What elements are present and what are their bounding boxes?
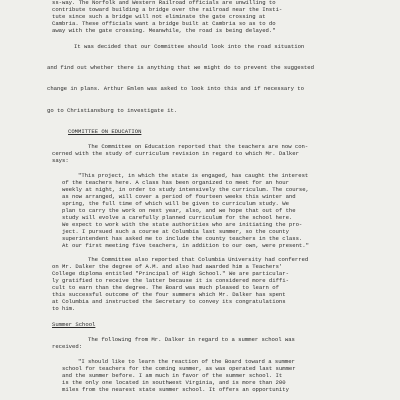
text-line: of the teachers here. A class has been organized to meet for an hour	[62, 179, 289, 186]
text-line: study will evolve a carefully planned curriculum for the school here.	[62, 214, 293, 221]
text-line: go to Christiansburg to investigate it.	[47, 107, 178, 114]
text-line: miles from the nearest state summer school. It offers an opportunity	[62, 386, 289, 393]
text-line: ly gratified to receive the latter because it is considered more diffi-	[52, 277, 289, 284]
text-line: ss-way. The Norfolk and Western Railroad officials are unwilling to	[52, 0, 276, 6]
text-line: ject. I pursued such a course at Columbia last summer, so the county	[62, 228, 289, 235]
text-line: to him.	[52, 305, 76, 312]
text-line: At our first meeting five teachers, in addition to our own, were present."	[62, 242, 309, 249]
text-line: "This project, in which the state is engaged, has caught the interest	[78, 172, 309, 179]
text-line: The following from Mr. Dalker in regard to a summer school was	[88, 336, 295, 343]
text-line: school for teachers for the coming summer, as was operated last summer	[62, 365, 296, 372]
text-line: We expect to work with the state authorities who are initiating the pro-	[62, 221, 303, 228]
text-line: at Columbia and instructed the Secretary to convey its congratulations	[52, 298, 286, 305]
text-line: is the only one located in southwest Virginia, and is more than 200	[62, 379, 286, 386]
text-line: It was decided that our Committee should look into the road situation	[74, 43, 305, 50]
text-line: Cambria. These officials want a bridge built at Cambria so as to do	[52, 20, 276, 27]
text-line: cult to earn than the degree. The Board was much pleased to learn of	[52, 284, 279, 291]
text-line: weekly at night, in order to study intensively the curriculum. The course,	[62, 186, 309, 193]
text-line: The Committee on Education reported that the teachers are now con-	[88, 143, 309, 150]
text-line: cerned with the study of curriculum revision in regard to which Mr. Dalker	[52, 150, 299, 157]
text-line: College diploma entitled "Principal of High School." We are particular-	[52, 270, 289, 277]
text-line: contribute toward building a bridge over the railroad near the Insti-	[52, 6, 283, 13]
text-line: this successful outcome of the four summers which Mr. Dalker has spent	[52, 291, 286, 298]
text-line: spring, the full time of which will be given to curriculum study. We	[62, 200, 289, 207]
text-line: away with the gate crossing. Meanwhile, the road is being delayed."	[52, 27, 276, 34]
summer-school-heading: Summer School	[52, 321, 96, 328]
text-line: as now arranged, will cover a period of fourteen weeks this winter and	[62, 193, 296, 200]
education-heading: COMMITTEE ON EDUCATION	[68, 128, 142, 135]
text-line: plan to carry the work on next year, also, and we hope that out of the	[62, 207, 296, 214]
text-line: tute since such a bridge will not eliminate the gate crossing at	[52, 13, 266, 20]
text-line: says:	[52, 157, 69, 164]
text-line: superintendent has asked me to include the county teachers in the class.	[62, 235, 303, 242]
text-line: on Mr. Dalker the degree of A.M. and also had awarded him a Teachers'	[52, 263, 283, 270]
text-line: and the summer before. I am much in favor of the summer school. It	[62, 372, 283, 379]
text-line: "I should like to learn the reaction of the Board toward a summer	[78, 358, 295, 365]
text-line: change in plans. Arthur Emlen was asked to look into this and if necessary to	[47, 85, 304, 92]
text-line: and find out whether there is anything that we might do to prevent the suggested	[47, 64, 314, 71]
text-line: received:	[52, 343, 83, 350]
text-line: The Committee also reported that Columbia University had conferred	[88, 256, 309, 263]
